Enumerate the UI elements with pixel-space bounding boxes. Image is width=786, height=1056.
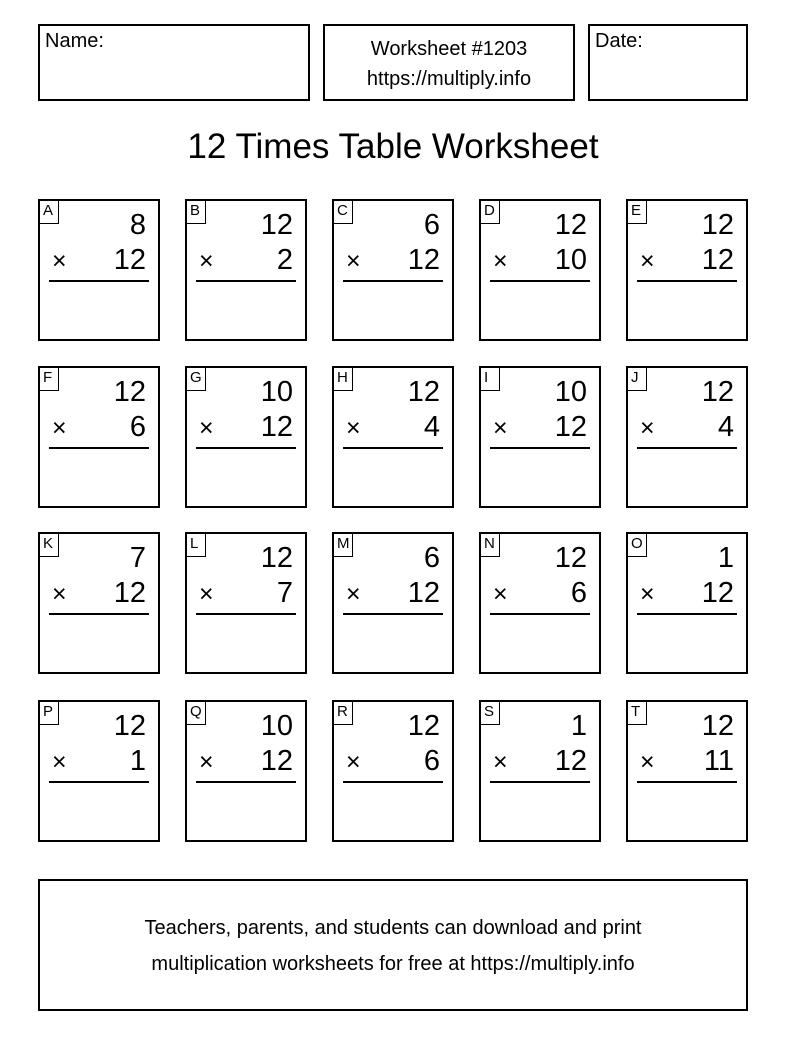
multiply-sign: × [346, 580, 361, 608]
multiply-sign: × [199, 414, 214, 442]
problem-multiplicand: 1 [717, 542, 734, 574]
problem-card[interactable] [626, 199, 748, 341]
date-label: Date: [595, 30, 643, 52]
problem-multiplicand: 12 [701, 710, 734, 742]
problem-letter: H [334, 368, 353, 391]
problem-letter: K [40, 534, 59, 557]
problem-multiplier: 12 [113, 244, 146, 276]
problem-multiplicand: 12 [113, 376, 146, 408]
footer-box [38, 879, 748, 1011]
answer-line [49, 447, 149, 449]
worksheet-url[interactable]: https://multiply.info [366, 68, 532, 90]
problem-letter: N [481, 534, 500, 557]
answer-line [196, 447, 296, 449]
problem-card[interactable] [185, 700, 307, 842]
problem-card[interactable] [626, 700, 748, 842]
problem-letter: T [628, 702, 647, 725]
problem-multiplier: 12 [701, 577, 734, 609]
answer-line [196, 613, 296, 615]
problem-letter: M [334, 534, 353, 557]
answer-line [343, 781, 443, 783]
problem-multiplier: 1 [129, 745, 146, 777]
multiply-sign: × [52, 748, 67, 776]
problem-card[interactable] [332, 366, 454, 508]
problem-multiplier: 12 [407, 577, 440, 609]
problem-letter: F [40, 368, 59, 391]
footer-line-2: multiplication worksheets for free at https://multiply.info [151, 953, 635, 975]
problem-letter: P [40, 702, 59, 725]
problem-card[interactable] [479, 700, 601, 842]
problem-multiplicand: 12 [554, 209, 587, 241]
problem-letter: E [628, 201, 647, 224]
problem-card[interactable] [626, 366, 748, 508]
answer-line [637, 280, 737, 282]
problem-letter: Q [187, 702, 206, 725]
problem-letter: J [628, 368, 647, 391]
problem-multiplier: 12 [701, 244, 734, 276]
problem-letter: D [481, 201, 500, 224]
problem-card[interactable] [332, 700, 454, 842]
problem-multiplicand: 7 [129, 542, 146, 574]
problem-letter: R [334, 702, 353, 725]
problem-multiplicand: 10 [260, 376, 293, 408]
problem-card[interactable] [479, 366, 601, 508]
problem-letter: I [481, 368, 500, 391]
answer-line [196, 280, 296, 282]
problem-multiplicand: 12 [260, 542, 293, 574]
problem-multiplicand: 6 [423, 209, 440, 241]
problem-letter: S [481, 702, 500, 725]
problem-card[interactable] [38, 532, 160, 674]
multiply-sign: × [52, 247, 67, 275]
problem-letter: C [334, 201, 353, 224]
problem-letter: G [187, 368, 206, 391]
footer-line-1: Teachers, parents, and students can download and print [144, 917, 642, 939]
answer-line [637, 447, 737, 449]
answer-line [343, 447, 443, 449]
problem-card[interactable] [38, 366, 160, 508]
multiply-sign: × [493, 414, 508, 442]
problem-letter: B [187, 201, 206, 224]
problem-multiplicand: 1 [570, 710, 587, 742]
multiply-sign: × [640, 414, 655, 442]
problem-card[interactable] [38, 199, 160, 341]
multiply-sign: × [640, 748, 655, 776]
problem-multiplier: 6 [129, 411, 146, 443]
problem-letter: O [628, 534, 647, 557]
problem-card[interactable] [479, 532, 601, 674]
answer-line [49, 613, 149, 615]
problem-card[interactable] [332, 532, 454, 674]
problem-multiplier: 12 [554, 411, 587, 443]
multiply-sign: × [199, 247, 214, 275]
problem-multiplier: 4 [423, 411, 440, 443]
problem-letter: L [187, 534, 206, 557]
multiply-sign: × [346, 247, 361, 275]
worksheet-number: Worksheet #1203 [370, 38, 528, 60]
problem-card[interactable] [185, 199, 307, 341]
page-title: 12 Times Table Worksheet [187, 127, 599, 166]
multiply-sign: × [52, 414, 67, 442]
problem-multiplicand: 12 [407, 376, 440, 408]
name-label: Name: [45, 30, 104, 52]
answer-line [490, 613, 590, 615]
problem-multiplicand: 10 [260, 710, 293, 742]
problem-multiplier: 12 [113, 577, 146, 609]
multiply-sign: × [199, 580, 214, 608]
answer-line [49, 280, 149, 282]
multiply-sign: × [640, 247, 655, 275]
problem-multiplier: 4 [717, 411, 734, 443]
answer-line [343, 613, 443, 615]
problem-multiplier: 10 [554, 244, 587, 276]
problem-multiplicand: 8 [129, 209, 146, 241]
problem-card[interactable] [185, 532, 307, 674]
multiply-sign: × [52, 580, 67, 608]
problem-letter: A [40, 201, 59, 224]
answer-line [637, 781, 737, 783]
problem-multiplicand: 12 [260, 209, 293, 241]
problem-multiplicand: 12 [701, 376, 734, 408]
answer-line [637, 613, 737, 615]
multiply-sign: × [493, 247, 508, 275]
problem-multiplicand: 6 [423, 542, 440, 574]
problem-card[interactable] [38, 700, 160, 842]
problem-multiplicand: 12 [554, 542, 587, 574]
multiply-sign: × [346, 414, 361, 442]
answer-line [49, 781, 149, 783]
problem-multiplier: 11 [703, 745, 734, 777]
problem-multiplier: 7 [276, 577, 293, 609]
problem-card[interactable] [185, 366, 307, 508]
problem-card[interactable] [332, 199, 454, 341]
multiply-sign: × [493, 748, 508, 776]
problem-multiplicand: 10 [554, 376, 587, 408]
answer-line [490, 781, 590, 783]
problem-multiplier: 6 [570, 577, 587, 609]
multiply-sign: × [640, 580, 655, 608]
answer-line [343, 280, 443, 282]
problem-multiplicand: 12 [701, 209, 734, 241]
problem-multiplier: 12 [554, 745, 587, 777]
answer-line [490, 447, 590, 449]
multiply-sign: × [346, 748, 361, 776]
problem-multiplier: 2 [276, 244, 293, 276]
problem-card[interactable] [626, 532, 748, 674]
multiply-sign: × [493, 580, 508, 608]
problem-multiplier: 12 [260, 745, 293, 777]
problem-multiplicand: 12 [407, 710, 440, 742]
problem-card[interactable] [479, 199, 601, 341]
answer-line [490, 280, 590, 282]
problem-multiplier: 6 [423, 745, 440, 777]
problem-multiplier: 12 [407, 244, 440, 276]
answer-line [196, 781, 296, 783]
problem-multiplicand: 12 [113, 710, 146, 742]
multiply-sign: × [199, 748, 214, 776]
problem-multiplier: 12 [260, 411, 293, 443]
